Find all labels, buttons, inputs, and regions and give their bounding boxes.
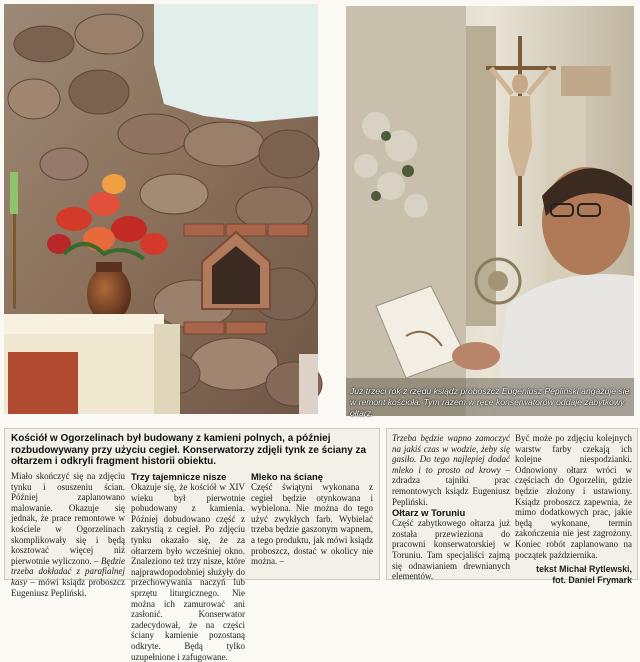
article-credit-photo: fot. Daniel Frymark xyxy=(552,575,632,586)
article-subhead-milk: Mleko na ścianę xyxy=(251,471,323,482)
article-col1-tail: – mówi ksiądz proboszcz Eugeniusz Pepliński. xyxy=(11,576,126,598)
article-subhead-niches: Trzy tajemnicze nisze xyxy=(131,471,227,482)
article-subhead-torun: Ołtarz w Toruniu xyxy=(392,507,466,519)
article-lead: Kościół w Ogorzelinach był budowany z kamieni polnych, a później rozbudowywany przy użyciu cegieł. Konserwatorzy zdjęli tynk ze ściany za ołtarzem i odkryli fragment historii obiektu. xyxy=(11,433,367,468)
article-clipping-right xyxy=(386,428,638,586)
article-col3-quote: Trzeba będzie wapno zamoczyć na jakiś czas w wodzie, żeby się gasiło. Do tego najlepiej dodać mleko i to prosto od krowy xyxy=(392,433,510,475)
article-column-2 xyxy=(131,471,245,662)
article-col5-text: Być może po zdjęciu kolejnych warstw farby czekają ich kolejne niespodzianki. Odnowiony ołtarz wróci w częściach do Ogorzelin, gdzie będzie złożony i ustawiony. Ksiądz proboszcz zapewnia, że mimo dodatkowych prac, jakie będą wykonane, termin zakończenia nie jest zagrożony. Koniec robót zaplanowano na początek października. xyxy=(515,433,632,560)
photo-priest-altar xyxy=(346,6,634,416)
photo-priest-altar-image xyxy=(346,6,634,416)
article-col1-text: Miało skończyć się na zdjęciu tynku i osuszeniu ścian. Później zaplanowano malowanie. Okazuje się jednak, że prace remontowe w kościele w Ogorzelinach skomplikowały się i będą kosztować więcej niż pierwotnie wyliczono. – xyxy=(11,471,125,566)
article-credit-text: tekst Michał Rytlewski, xyxy=(536,564,632,575)
article-col3-text: Część świątyni wykonana z cegieł będzie otynkowana i wybielona. Nie można do tego użyć zwykłych farb. Wybielać trzeba będzie gaszonym wapnem, a tego produktu, jak mówi ksiądz proboszcz, dostać w okolicy nie można. – xyxy=(251,482,373,567)
article-column-1 xyxy=(11,471,125,598)
article-col1-quote: Będzie trzeba dokładać z parafialnej kasy xyxy=(11,555,125,587)
photo-stone-wall xyxy=(4,4,318,414)
article-column-5 xyxy=(515,433,632,586)
article-col4-text: Część zabytkowego ołtarza już została przewieziona do pracowni konserwatorskiej w Toruniu. Tam specjaliści zajmą się odnawianiem drewnianych elementów. xyxy=(392,518,510,582)
article-col3-tail: – zdradza tajniki prac remontowych ksiądz Eugeniusz Pepliński. xyxy=(392,464,511,507)
article-clipping-left xyxy=(4,428,380,662)
photo-caption: Już trzeci rok z rzędu ksiądz proboszcz Eugeniusz Pepliński angażuje się w remont kościoła. Tym razem w ręce konserwatorów oddaje zabytkowy ołtarz. xyxy=(350,386,630,418)
article-column-3 xyxy=(251,471,373,567)
photo-stone-wall-image xyxy=(4,4,318,414)
article-column-4 xyxy=(392,433,510,582)
article-col2-text: Okazuje się, że kościół w XIV wieku był pierwotnie pobudowany z kamienia. Później dobudowano część z zakrystią z cegieł. Po zdjęciu tynku okazało się, że za ołtarzem było wcześniej okno. Znaleziono też trzy nisze, które najprawdopodobniej służyły do przechowywania naczyń lub sprzętu liturgicznego. Nie można ich zamurować ani zasłonić. Konserwator zadecydował, że na części ściany kamienie pozostaną odkryte. Będą tylko uzupełnione i zafugowane. xyxy=(131,482,245,662)
